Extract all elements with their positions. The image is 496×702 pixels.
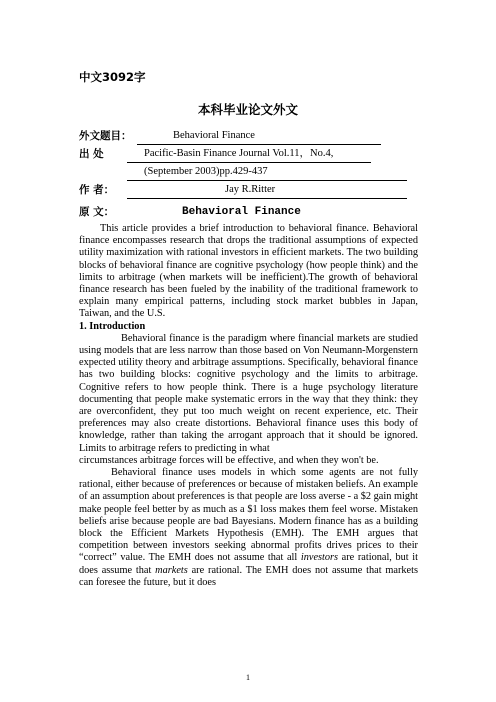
- meta-author-field: [127, 183, 407, 199]
- body-paragraph-2: [79, 467, 418, 589]
- meta-source-field: [127, 147, 371, 163]
- word-count-note: 中文3092字: [79, 70, 146, 84]
- section-heading: 1. Introduction: [79, 320, 146, 332]
- abstract-paragraph: This article provides a brief introduction to behavioral finance. Behavioral finance encompasses research that drops the traditional assumptions of expected utility maximization with rational investors in efficient markets. The two building blocks of behavioral finance are cognitive psychology (how people think) and the limits to arbitrage (when markets will be inefficient).The growth of behavioral finance research has been fueled by the inability of the traditional framework to explain many empirical patterns, including stock market bubbles in Japan, Taiwan, and the U.S.: [79, 223, 418, 320]
- meta-original-label: 原 文：: [79, 206, 115, 218]
- meta-author-value: Jay R.Ritter: [225, 184, 276, 195]
- emphasis-investors: investors: [300, 552, 339, 564]
- body-paragraph-1: Behavioral finance is the paradigm where financial markets are studied using models that are less narrow than those based on Von Neumann-Morgenstern expected utility theory and arbitrage assumptions. Specifically, behavioral finance has two building blocks: cognitive psychology and the limits to arbitrage. Cognitive refers to how people think. There is a huge psychology literature documenting that people make systematic errors in the way that they think: they are overconfident, they put too much weight on recent experience, etc. Their preferences may also create distortions. Behavioral finance uses this body of knowledge, rather than taking the arrogant approach that it should be ignored. Limits to arbitrage refers to predicting in what: [79, 332, 418, 454]
- page-number: 1: [246, 673, 250, 682]
- body-paragraph-2-part-a: Behavioral finance uses models in which some agents are not fully rational, either because of preferences or because of mistaken beliefs. An example of an assumption about preferences is that people are loss averse - a $2 gain might make people feel better by as much as a $1 loss makes them feel worse. Mistaken beliefs arise because people are bad Bayesians. Modern finance has as a building block the Efficient Markets Hypothesis (EMH). The EMH argues that competition between investors seeking abnormal profits drives prices to their “correct” value. The EMH does not assume that all: [79, 467, 418, 564]
- original-article-title: Behavioral Finance: [182, 206, 301, 218]
- meta-source-value-1: Pacific-Basin Finance Journal Vol.11，No.4,: [144, 148, 334, 159]
- article-body: [79, 223, 418, 589]
- meta-source-label: 出 处: [79, 148, 104, 160]
- document-title: 本科毕业论文外文: [197, 102, 298, 117]
- meta-title-value: Behavioral Finance: [173, 130, 255, 141]
- meta-title-field: [137, 129, 381, 145]
- emphasis-markets: markets: [155, 564, 188, 576]
- body-paragraph-1-continued: circumstances arbitrage forces will be effective, and when they won't be.: [79, 454, 379, 466]
- body-paragraph-2-part-b: are rational, but it does assume that: [79, 552, 418, 576]
- meta-source-value-2: (September 2003)pp.429-437: [144, 166, 268, 177]
- meta-source-field-2: [127, 165, 407, 181]
- meta-author-label: 作 者：: [79, 184, 115, 196]
- meta-title-label: 外文题目：: [79, 130, 132, 142]
- body-paragraph-2-part-c: are rational. The EMH does not assume that markets can foresee the future, but it does: [79, 564, 418, 588]
